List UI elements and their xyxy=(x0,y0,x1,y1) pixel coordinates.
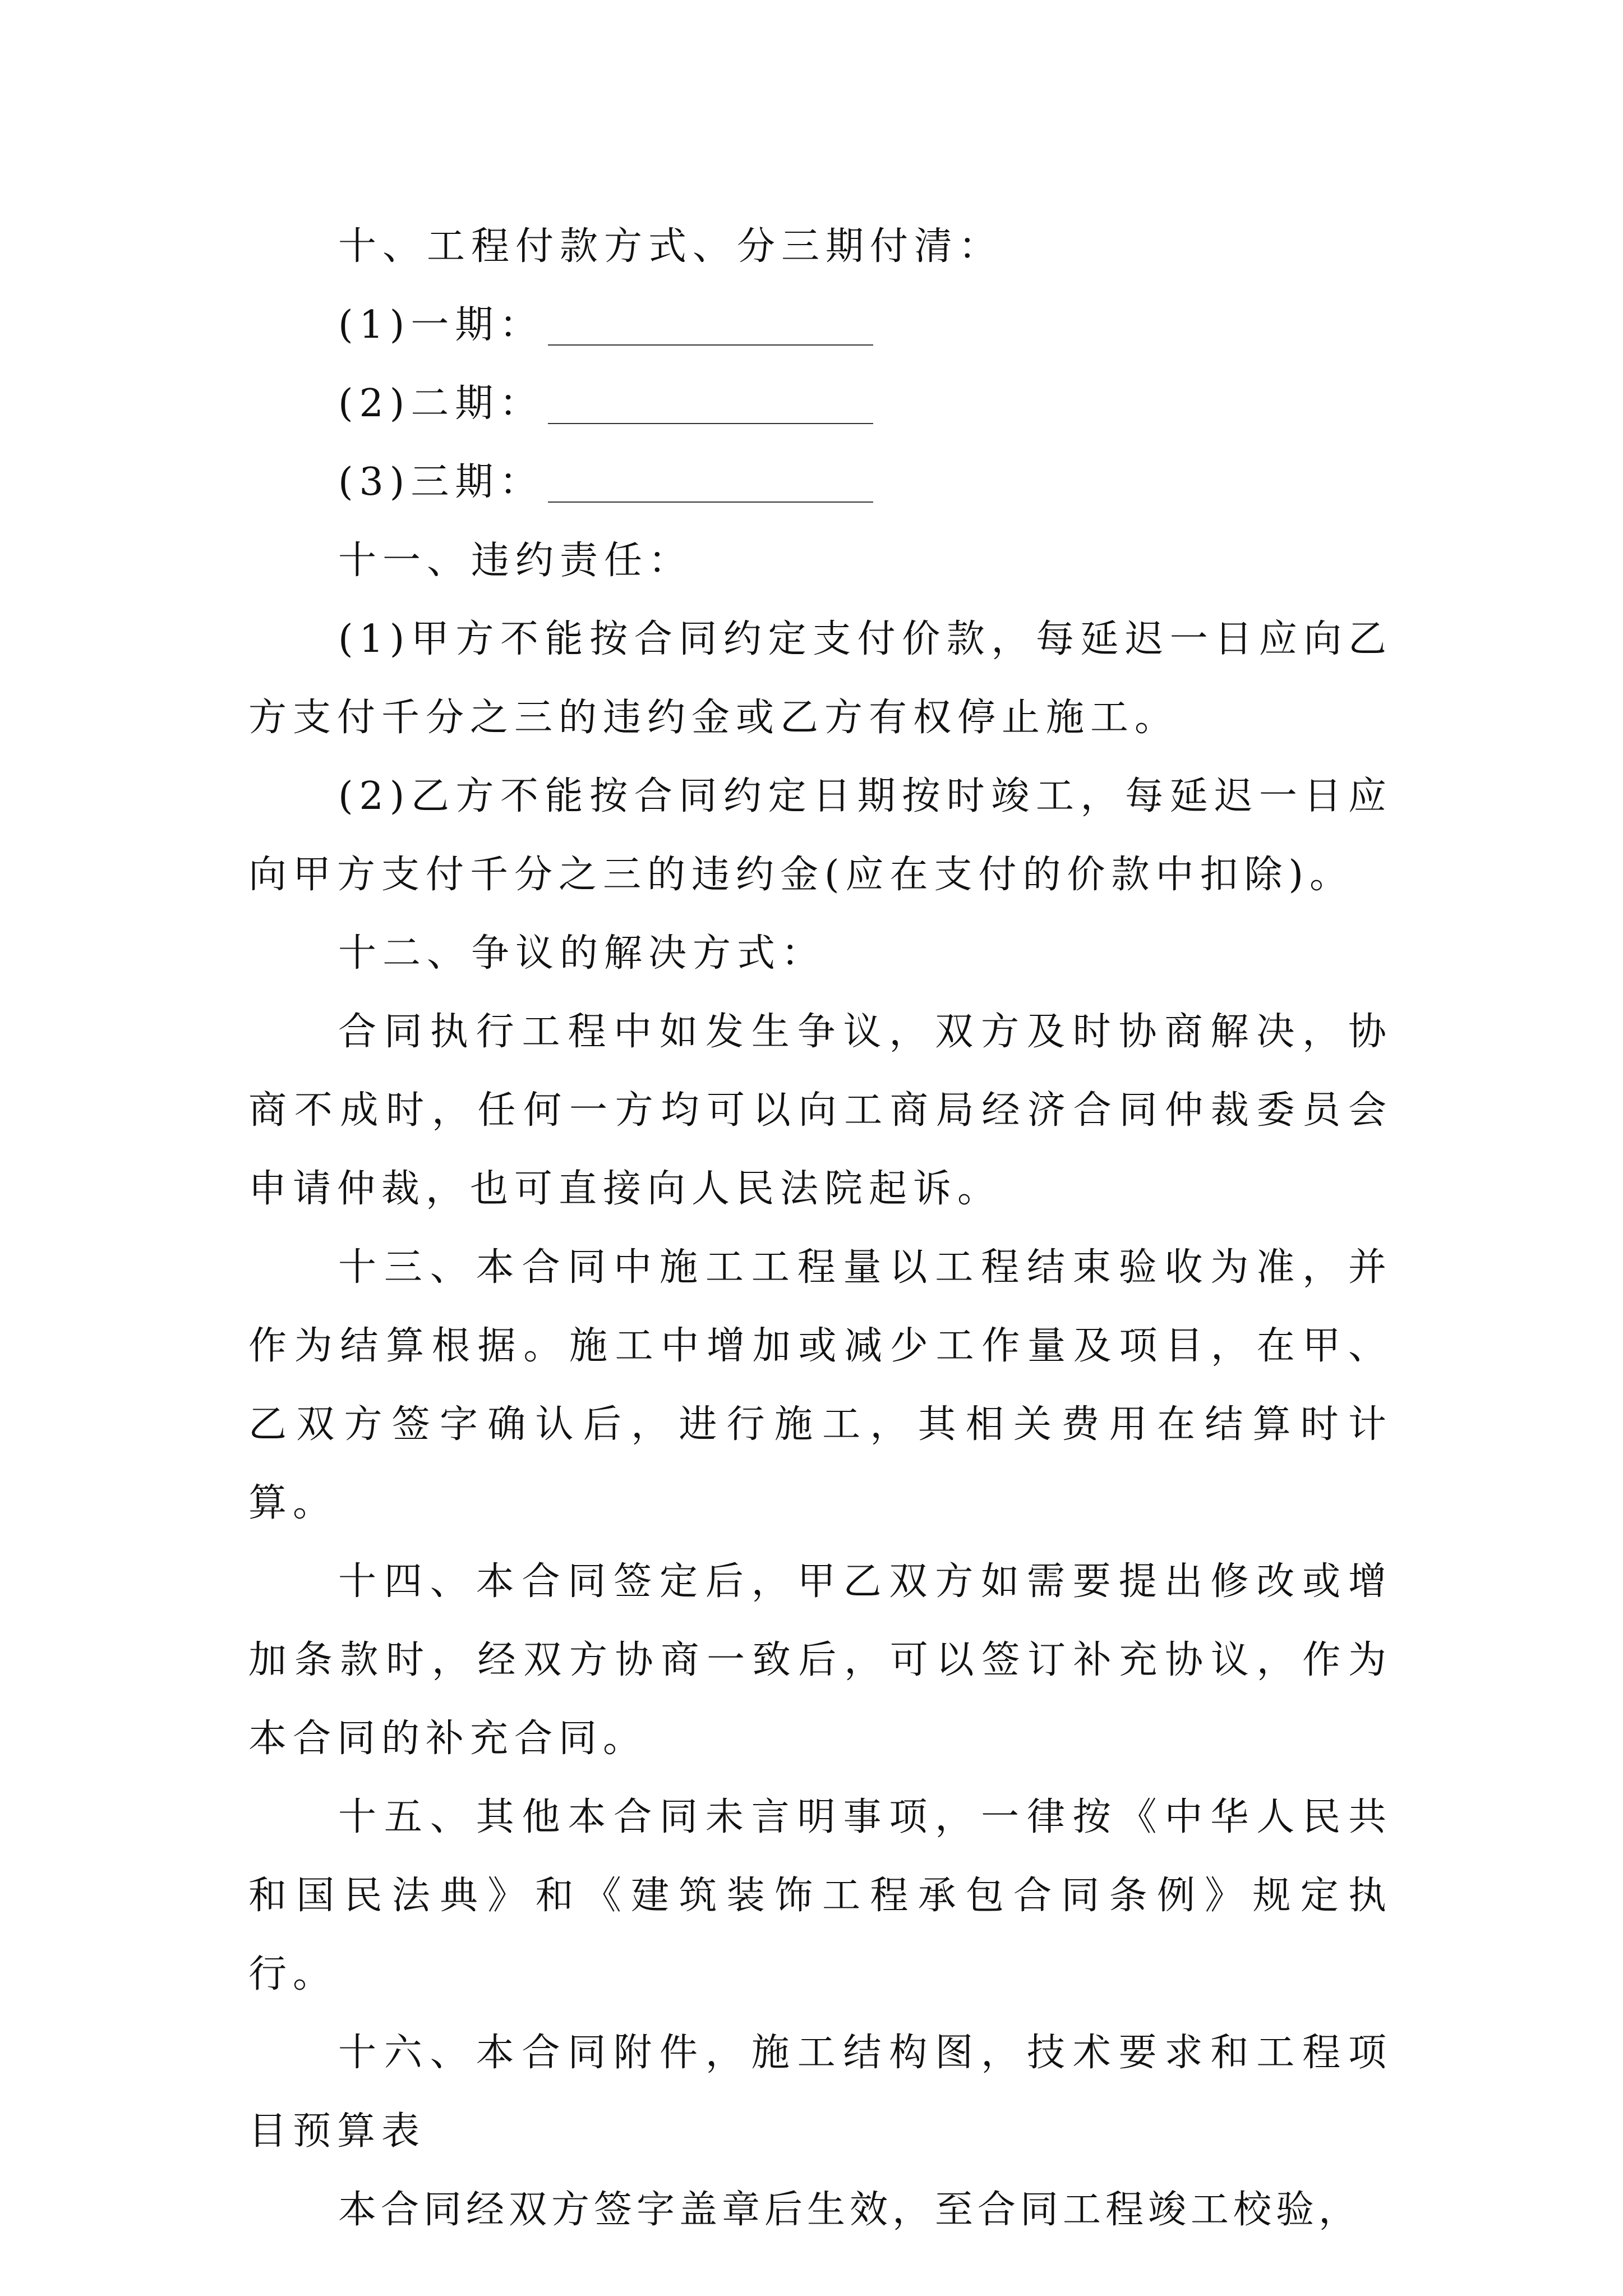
effective-clause: 本合同经双方签字盖章后生效，至合同工程竣工校验， xyxy=(338,2188,1362,2232)
section-10-heading: 十、工程付款方式、分三期付清： xyxy=(338,224,1003,269)
installment-1 xyxy=(248,286,1393,365)
section-14: 十四、本合同签定后，甲乙双方如需要提出修改或增加条款时，经双方协商一致后，可以签订补充协议，作为本合同的补充合同。 xyxy=(248,1559,1393,1761)
installment-3 xyxy=(248,443,1393,522)
installment-2-blank xyxy=(548,423,873,424)
section-12-heading: 十二、争议的解决方式： xyxy=(338,931,826,976)
section-11-item-2: (2)乙方不能按合同约定日期按时竣工，每延迟一日应向甲方支付千分之三的违约金(应在支付的价款中扣除)。 xyxy=(248,774,1393,897)
section-11-item-1: (1)甲方不能按合同约定支付价款，每延迟一日应向乙方支付千分之三的违约金或乙方有权停止施工。 xyxy=(248,617,1393,740)
section-13: 十三、本合同中施工工程量以工程结束验收为准，并作为结算根据。施工中增加或减少工作量及项目，在甲、乙双方签字确认后，进行施工，其相关费用在结算时计算。 xyxy=(248,1245,1393,1525)
section-15: 十五、其他本合同未言明事项，一律按《中华人民共和国民法典》和《建筑装饰工程承包合同条例》规定执行。 xyxy=(248,1795,1393,1996)
installment-3-blank xyxy=(548,501,873,503)
section-16: 十六、本合同附件，施工结构图，技术要求和工程项目预算表 xyxy=(248,2031,1393,2154)
installment-2 xyxy=(248,365,1393,443)
section-11-heading: 十一、违约责任： xyxy=(338,539,693,583)
section-12-body: 合同执行工程中如发生争议，双方及时协商解决，协商不成时，任何一方均可以向工商局经济合同仲裁委员会申请仲裁，也可直接向人民法院起诉。 xyxy=(248,1010,1393,1211)
installment-1-label: (1)一期： xyxy=(338,303,544,347)
installment-3-label: (3)三期： xyxy=(338,460,544,504)
installment-2-label: (2)二期： xyxy=(338,381,544,426)
document-body xyxy=(248,208,1393,2249)
installment-1-blank xyxy=(548,344,873,346)
